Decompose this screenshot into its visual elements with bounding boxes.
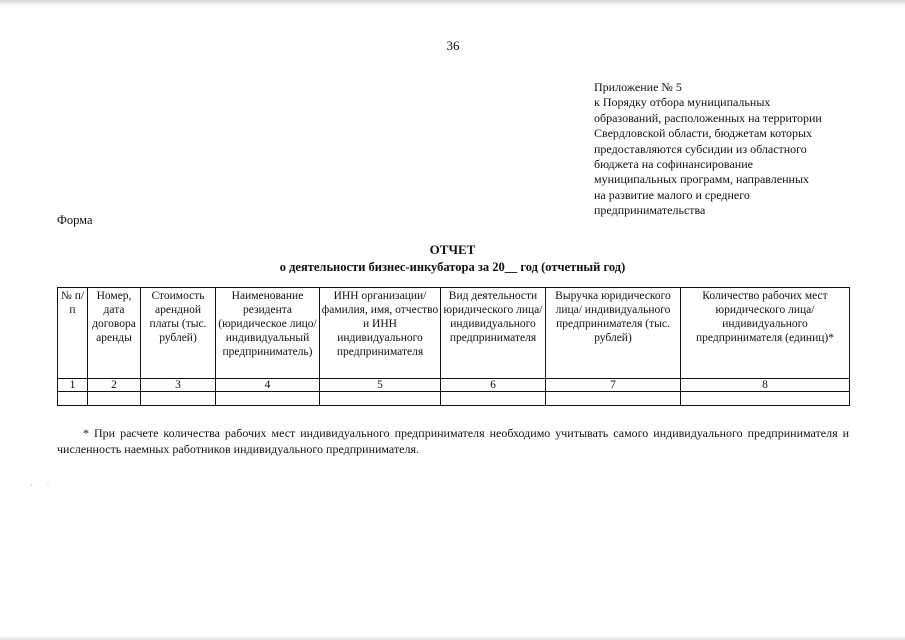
empty-cell	[546, 392, 681, 406]
report-subtitle: о деятельности бизнес-инкубатора за 20__ год (отчетный год)	[279, 260, 626, 274]
header-cell-number: № п/п	[58, 288, 88, 379]
header-cell-revenue: Выручка юридического лица/ индивидуального предпринимателя (тыс. рублей)	[546, 288, 681, 379]
empty-cell	[216, 392, 320, 406]
appendix-line: предоставляются субсидии из областного	[594, 141, 807, 156]
column-number-cell: 4	[216, 379, 320, 392]
column-number-cell: 5	[320, 379, 441, 392]
header-cell-jobs: Количество рабочих мест юридического лица/ индивидуального предпринимателя (единиц)*	[681, 288, 850, 379]
page-number: 36	[446, 38, 460, 53]
appendix-line: на развитие малого и среднего	[594, 187, 750, 202]
empty-cell	[58, 392, 88, 406]
appendix-line: Свердловской области, бюджетам которых	[594, 126, 813, 141]
column-number-row	[58, 379, 850, 392]
header-cell-resident-name: Наименование резидента (юридическое лицо/ индивидуальный предприниматель)	[216, 288, 320, 379]
form-label: Форма	[57, 213, 93, 227]
appendix-line: Приложение № 5	[594, 80, 682, 94]
appendix-line: бюджета на софинансирование	[594, 157, 753, 172]
appendix-line: предпринимательства	[594, 203, 706, 218]
empty-cell	[141, 392, 216, 406]
column-number-cell: 2	[88, 379, 141, 392]
column-number-cell: 7	[546, 379, 681, 392]
scan-speck: · ·	[30, 481, 56, 490]
appendix-line: к Порядку отбора муниципальных	[594, 95, 771, 110]
header-cell-rent-cost: Стоимость арендной платы (тыс. рублей)	[141, 288, 216, 379]
column-number-cell: 1	[58, 379, 88, 392]
column-number-cell: 8	[681, 379, 850, 392]
header-cell-contract: Номер, дата договора аренды	[88, 288, 141, 379]
appendix-line: муниципальных программ, направленных	[594, 172, 810, 187]
report-table	[57, 287, 850, 406]
appendix-note	[594, 80, 864, 219]
table-row	[58, 392, 850, 406]
scan-edge-bottom	[0, 635, 905, 640]
empty-cell	[320, 392, 441, 406]
empty-cell	[88, 392, 141, 406]
empty-cell	[441, 392, 546, 406]
appendix-line: образований, расположенных на территории	[594, 110, 822, 125]
report-title: ОТЧЕТ	[429, 242, 476, 257]
table-header-row	[58, 288, 850, 379]
header-cell-inn: ИНН организации/ фамилия, имя, отчество и ИНН индивидуального предпринимателя	[320, 288, 441, 379]
header-cell-activity: Вид деятельности юридического лица/ индивидуального предпринимателя	[441, 288, 546, 379]
empty-cell	[681, 392, 850, 406]
footnote: * При расчете количества рабочих мест индивидуального предпринимателя необходимо учитывать самого индивидуального предпринимателя и численность наемных работников индивидуального предпринимателя.	[57, 426, 849, 456]
column-number-cell: 3	[141, 379, 216, 392]
column-number-cell: 6	[441, 379, 546, 392]
scan-edge-top	[0, 0, 905, 6]
